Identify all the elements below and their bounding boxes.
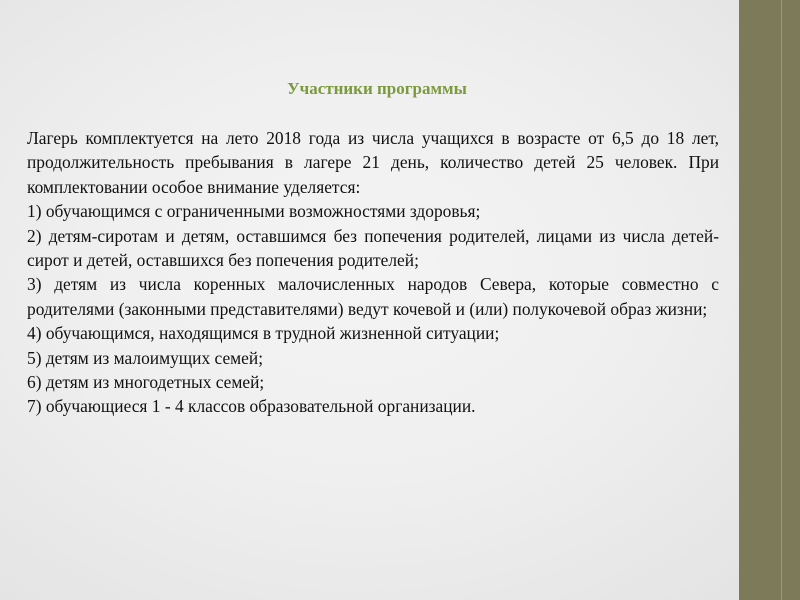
sidebar-divider xyxy=(781,0,782,600)
list-item: 3) детям из числа коренных малочисленных народов Севера, которые совместно с родителями (законными представителями) ведут кочевой и (или) полукочевой образ жизни; xyxy=(27,274,719,319)
slide-content xyxy=(27,78,719,419)
list-item: 5) детям из малоимущих семей; xyxy=(27,347,264,368)
intro-paragraph: Лагерь комплектуется на лето 2018 года из числа учащихся в возрасте от 6,5 до 18 лет, продолжительность пребывания в лагере 21 день, количество детей 25 человек. При комплектовании особое внимание уделяется: xyxy=(27,128,719,197)
slide-title: Участники программы xyxy=(287,79,467,98)
list-item: 7) обучающиеся 1 - 4 классов образовательной организации. xyxy=(27,396,476,417)
decorative-sidebar xyxy=(739,0,800,600)
list-item: 6) детям из многодетных семей; xyxy=(27,372,265,393)
list-item: 4) обучающимся, находящимся в трудной жизненной ситуации; xyxy=(27,323,500,344)
list-item: 2) детям-сиротам и детям, оставшимся без попечения родителей, лицами из числа детей-сирот и детей, оставшихся без попечения родителей; xyxy=(27,225,719,271)
list-item: 1) обучающимся с ограниченными возможностями здоровья; xyxy=(27,201,481,222)
